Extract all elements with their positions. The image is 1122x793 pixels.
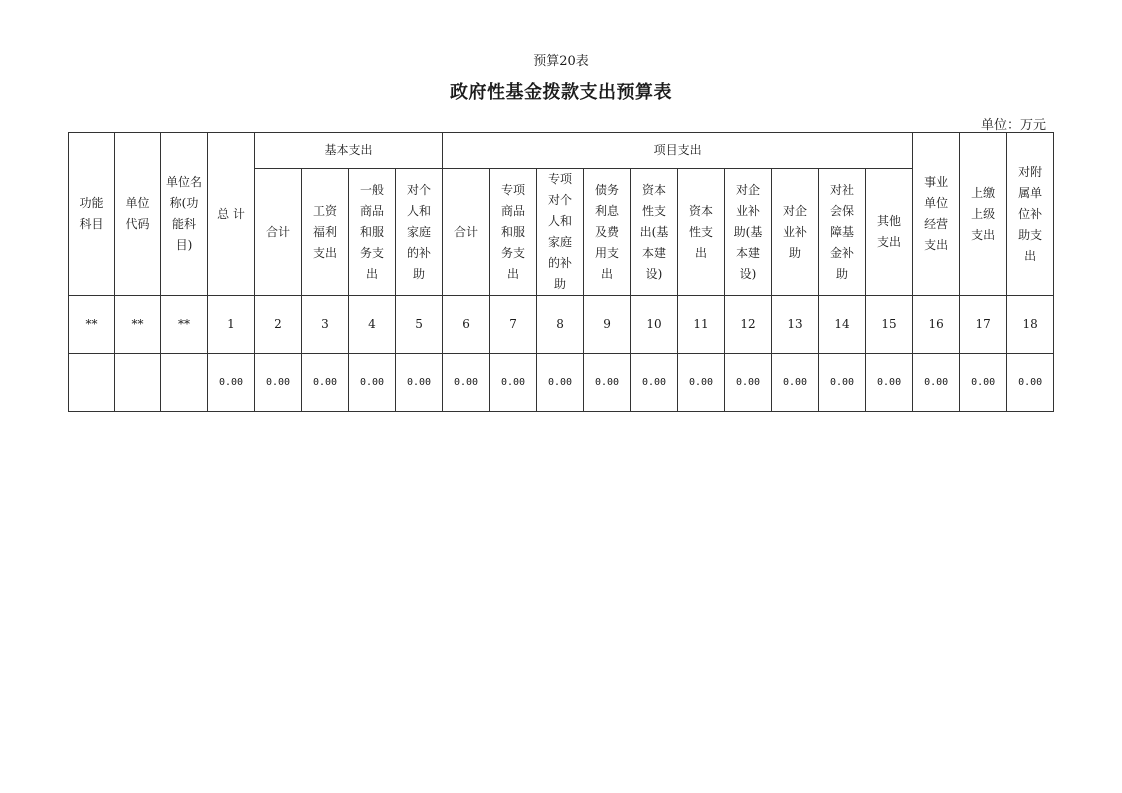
number-cell: 14: [819, 296, 866, 354]
header-basic-household: 对个人和家庭的补助: [396, 169, 443, 296]
number-cell: **: [69, 296, 115, 354]
header-project-household: 专项对个人和家庭的补助: [537, 169, 584, 296]
data-cell: [115, 354, 161, 412]
data-cell: 0.00: [678, 354, 725, 412]
number-cell: 2: [255, 296, 302, 354]
number-cell: 13: [772, 296, 819, 354]
data-cell: 0.00: [396, 354, 443, 412]
header-project-social-security: 对社会保障基金补助: [819, 169, 866, 296]
number-cell: 12: [725, 296, 772, 354]
header-unit-name: 单位名称(功能科目): [161, 133, 208, 296]
number-cell: 9: [584, 296, 631, 354]
data-cell: [161, 354, 208, 412]
page-title: 政府性基金拨款支出预算表: [450, 82, 672, 103]
number-cell: **: [161, 296, 208, 354]
header-basic-group: 基本支出: [255, 133, 443, 169]
number-cell: 5: [396, 296, 443, 354]
data-cell: 0.00: [725, 354, 772, 412]
header-project-capital-construction: 资本性支出(基本建设): [631, 169, 678, 296]
data-cell: 0.00: [631, 354, 678, 412]
number-cell: 10: [631, 296, 678, 354]
header-project-enterprise: 对企业补助: [772, 169, 819, 296]
header-basic-total: 合计: [255, 169, 302, 296]
data-cell: 0.00: [866, 354, 913, 412]
header-unit-code: 单位代码: [115, 133, 161, 296]
table-row: [69, 354, 1054, 412]
header-project-debt: 债务利息及费用支出: [584, 169, 631, 296]
number-cell: 4: [349, 296, 396, 354]
column-number-row: [69, 296, 1054, 354]
data-cell: 0.00: [255, 354, 302, 412]
number-cell: 6: [443, 296, 490, 354]
header-affiliate-subsidy: 对附属单位补助支出: [1007, 133, 1054, 296]
unit-label: 单位：万元: [980, 118, 1046, 133]
number-cell: 15: [866, 296, 913, 354]
data-cell: 0.00: [349, 354, 396, 412]
header-project-total: 合计: [443, 169, 490, 296]
header-row-groups: [69, 133, 1054, 169]
data-cell: 0.00: [960, 354, 1007, 412]
header-basic-goods: 一般商品和服务支出: [349, 169, 396, 296]
data-cell: 0.00: [1007, 354, 1054, 412]
number-cell: 18: [1007, 296, 1054, 354]
budget-table: [68, 132, 1054, 412]
number-cell: 1: [208, 296, 255, 354]
data-cell: 0.00: [584, 354, 631, 412]
form-number: 预算20表: [533, 54, 589, 69]
header-total: 总 计: [208, 133, 255, 296]
header-remit-upper: 上缴上级支出: [960, 133, 1007, 296]
number-cell: 8: [537, 296, 584, 354]
number-cell: 7: [490, 296, 537, 354]
header-project-goods: 专项商品和服务支出: [490, 169, 537, 296]
data-cell: 0.00: [913, 354, 960, 412]
header-project-group: 项目支出: [443, 133, 913, 169]
header-project-other: 其他支出: [866, 169, 913, 296]
header-project-enterprise-construction: 对企业补助(基本建设): [725, 169, 772, 296]
data-cell: 0.00: [490, 354, 537, 412]
header-func-subject: 功能科目: [69, 133, 115, 296]
header-basic-wages: 工资福利支出: [302, 169, 349, 296]
number-cell: 16: [913, 296, 960, 354]
number-cell: 11: [678, 296, 725, 354]
number-cell: 17: [960, 296, 1007, 354]
data-cell: 0.00: [819, 354, 866, 412]
header-biz-ops: 事业单位经营支出: [913, 133, 960, 296]
data-cell: 0.00: [302, 354, 349, 412]
data-cell: 0.00: [537, 354, 584, 412]
number-cell: 3: [302, 296, 349, 354]
number-cell: **: [115, 296, 161, 354]
data-cell: 0.00: [443, 354, 490, 412]
header-project-capital: 资本性支出: [678, 169, 725, 296]
data-cell: [69, 354, 115, 412]
data-cell: 0.00: [208, 354, 255, 412]
data-cell: 0.00: [772, 354, 819, 412]
